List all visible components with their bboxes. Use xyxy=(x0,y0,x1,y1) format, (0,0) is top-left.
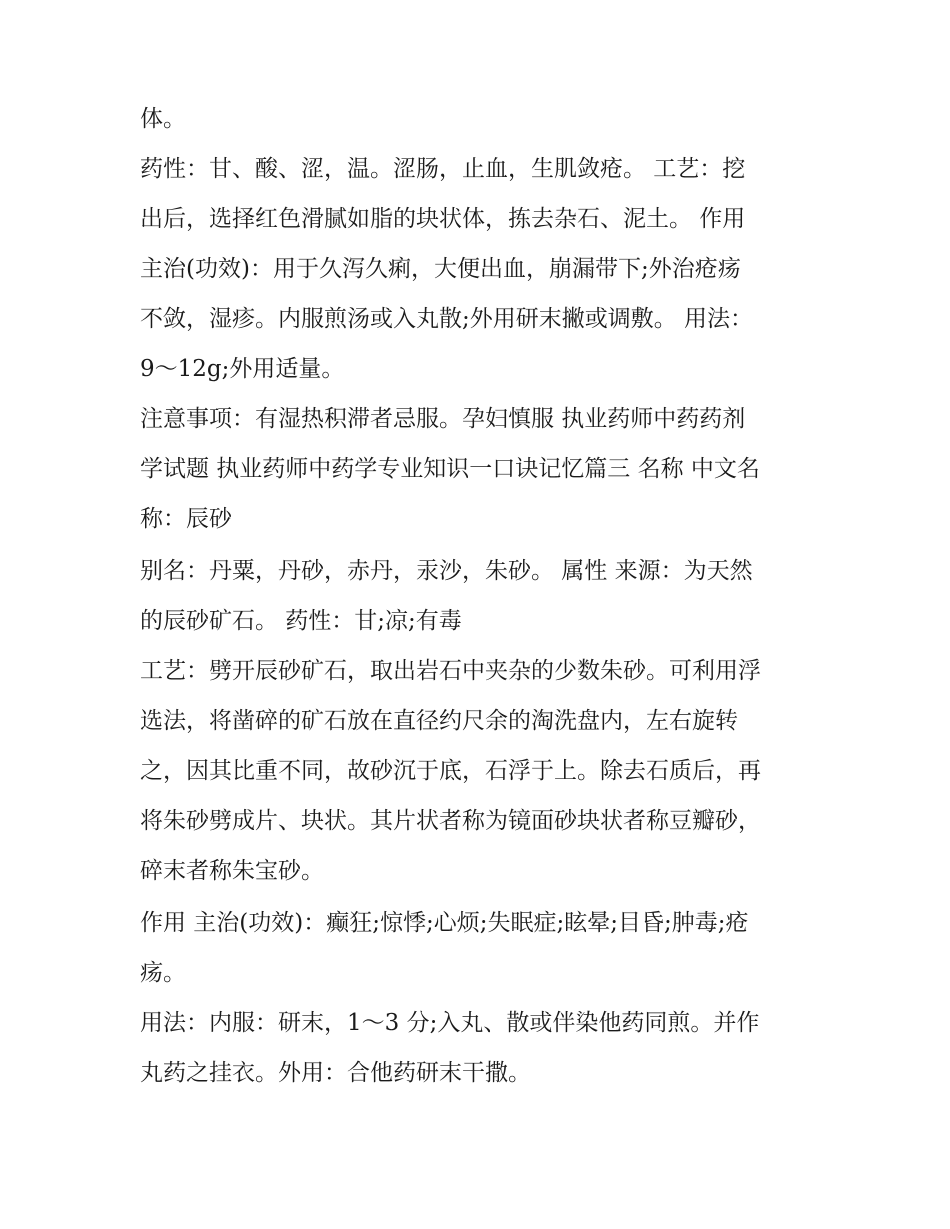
text-line: 注意事项：有湿热积滞者忌服。孕妇慎服 执业药师中药药剂 xyxy=(140,406,746,432)
text-line: 学试题 执业药师中药学专业知识一口诀记忆篇三 名称 中文名 xyxy=(140,456,760,482)
text-line: 碎末者称朱宝砂。 xyxy=(140,858,324,884)
text-line: 不敛，湿疹。内服煎汤或入丸散;外用研末撇或调敷。 用法： xyxy=(140,306,754,332)
text-line: 的辰砂矿石。 药性：甘;凉;有毒 xyxy=(140,608,462,634)
text-line: 之，因其比重不同，故砂沉于底，石浮于上。除去石质后，再 xyxy=(140,758,761,784)
text-line: 9～12g;外用适量。 xyxy=(140,356,345,382)
text-line: 别名：丹粟，丹砂，赤丹，汞沙，朱砂。 属性 来源：为天然 xyxy=(140,558,753,584)
text-line: 将朱砂劈成片、块状。其片状者称为镜面砂块状者称豆瓣砂， xyxy=(140,808,761,834)
text-line: 选法，将凿碎的矿石放在直径约尺余的淘洗盘内，左右旋转 xyxy=(140,708,738,734)
text-line: 作用 主治(功效)：癫狂;惊悸;心烦;失眠症;眩晕;目昏;肿毒;疮 xyxy=(140,910,749,936)
text-line: 药性：甘、酸、涩，温。涩肠，止血，生肌敛疮。 工艺：挖 xyxy=(140,156,746,182)
text-line: 体。 xyxy=(140,106,186,132)
text-line: 丸药之挂衣。外用：合他药研末干撒。 xyxy=(140,1060,531,1086)
text-line: 用法：内服：研末，1～3 分;入丸、散或伴染他药同煎。并作 xyxy=(140,1010,760,1036)
text-line: 主治(功效)：用于久泻久痢，大便出血，崩漏带下;外治疮疡 xyxy=(140,256,741,282)
text-line: 出后，选择红色滑腻如脂的块状体，拣去杂石、泥土。 作用 xyxy=(140,206,746,232)
text-line: 工艺：劈开辰砂矿石，取出岩石中夹杂的少数朱砂。可利用浮 xyxy=(140,658,761,684)
text-line: 称：辰砂 xyxy=(140,506,232,532)
text-line: 疡。 xyxy=(140,960,186,986)
